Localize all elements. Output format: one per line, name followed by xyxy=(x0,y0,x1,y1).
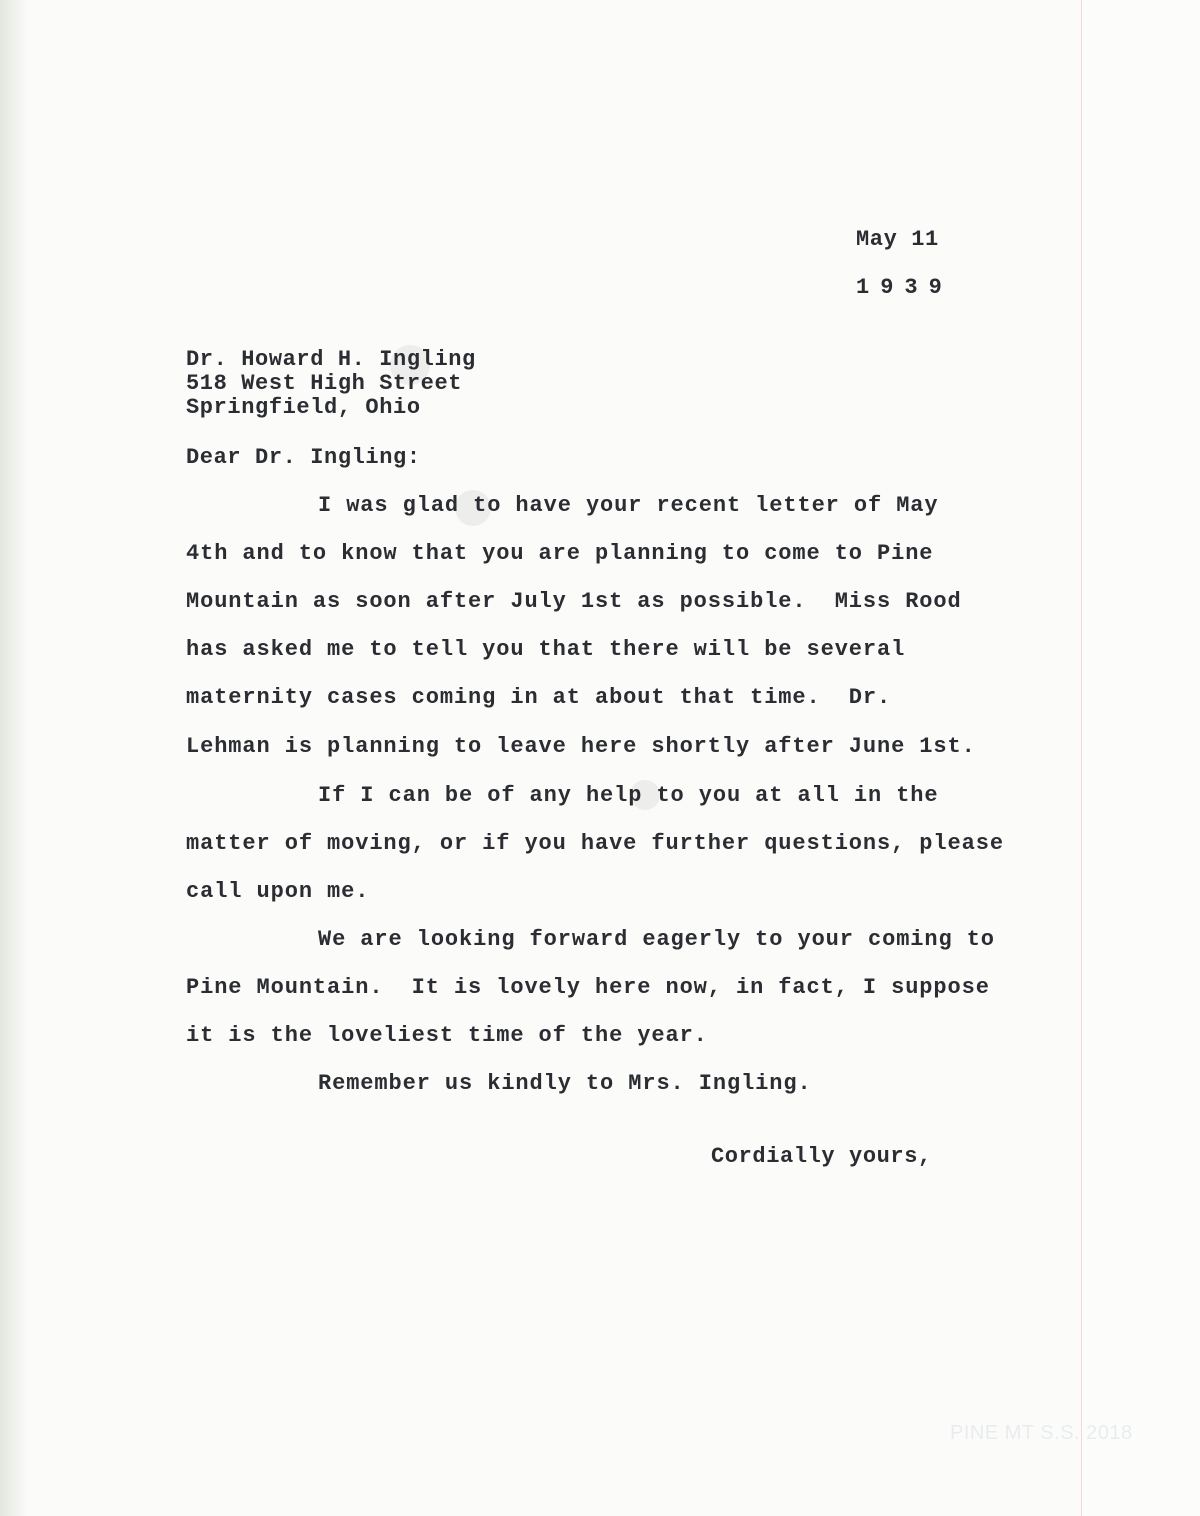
closing: Cordially yours, xyxy=(711,1144,932,1169)
body-line: I was glad to have your recent letter of May xyxy=(318,493,939,518)
body-line: Lehman is planning to leave here shortly after June 1st. xyxy=(186,734,976,759)
body-line: If I can be of any help to you at all in the xyxy=(318,783,939,808)
body-line: it is the loveliest time of the year. xyxy=(186,1023,708,1048)
body-line: Pine Mountain. It is lovely here now, in fact, I suppose xyxy=(186,975,990,1000)
body-line: 4th and to know that you are planning to come to Pine xyxy=(186,541,934,566)
recipient-city: Springfield, Ohio xyxy=(186,395,421,420)
date-month-day: May 11 xyxy=(856,227,939,252)
recipient-name: Dr. Howard H. Ingling xyxy=(186,347,476,372)
body-line: matter of moving, or if you have further questions, please xyxy=(186,831,1004,856)
body-line: call upon me. xyxy=(186,879,370,904)
body-line: has asked me to tell you that there will be several xyxy=(186,637,906,662)
recipient-street: 518 West High Street xyxy=(186,371,463,396)
body-line: Mountain as soon after July 1st as possible. Miss Rood xyxy=(186,589,962,614)
date-year: 1939 xyxy=(856,275,953,300)
paper-edge-shadow xyxy=(0,0,28,1516)
right-margin-strip xyxy=(1082,0,1200,1516)
body-line: We are looking forward eagerly to your coming to xyxy=(318,927,995,952)
body-line: Remember us kindly to Mrs. Ingling. xyxy=(318,1071,812,1096)
salutation: Dear Dr. Ingling: xyxy=(186,445,421,470)
archive-watermark: PINE MT S.S. 2018 xyxy=(950,1422,1133,1444)
body-line: maternity cases coming in at about that time. Dr. xyxy=(186,685,892,710)
